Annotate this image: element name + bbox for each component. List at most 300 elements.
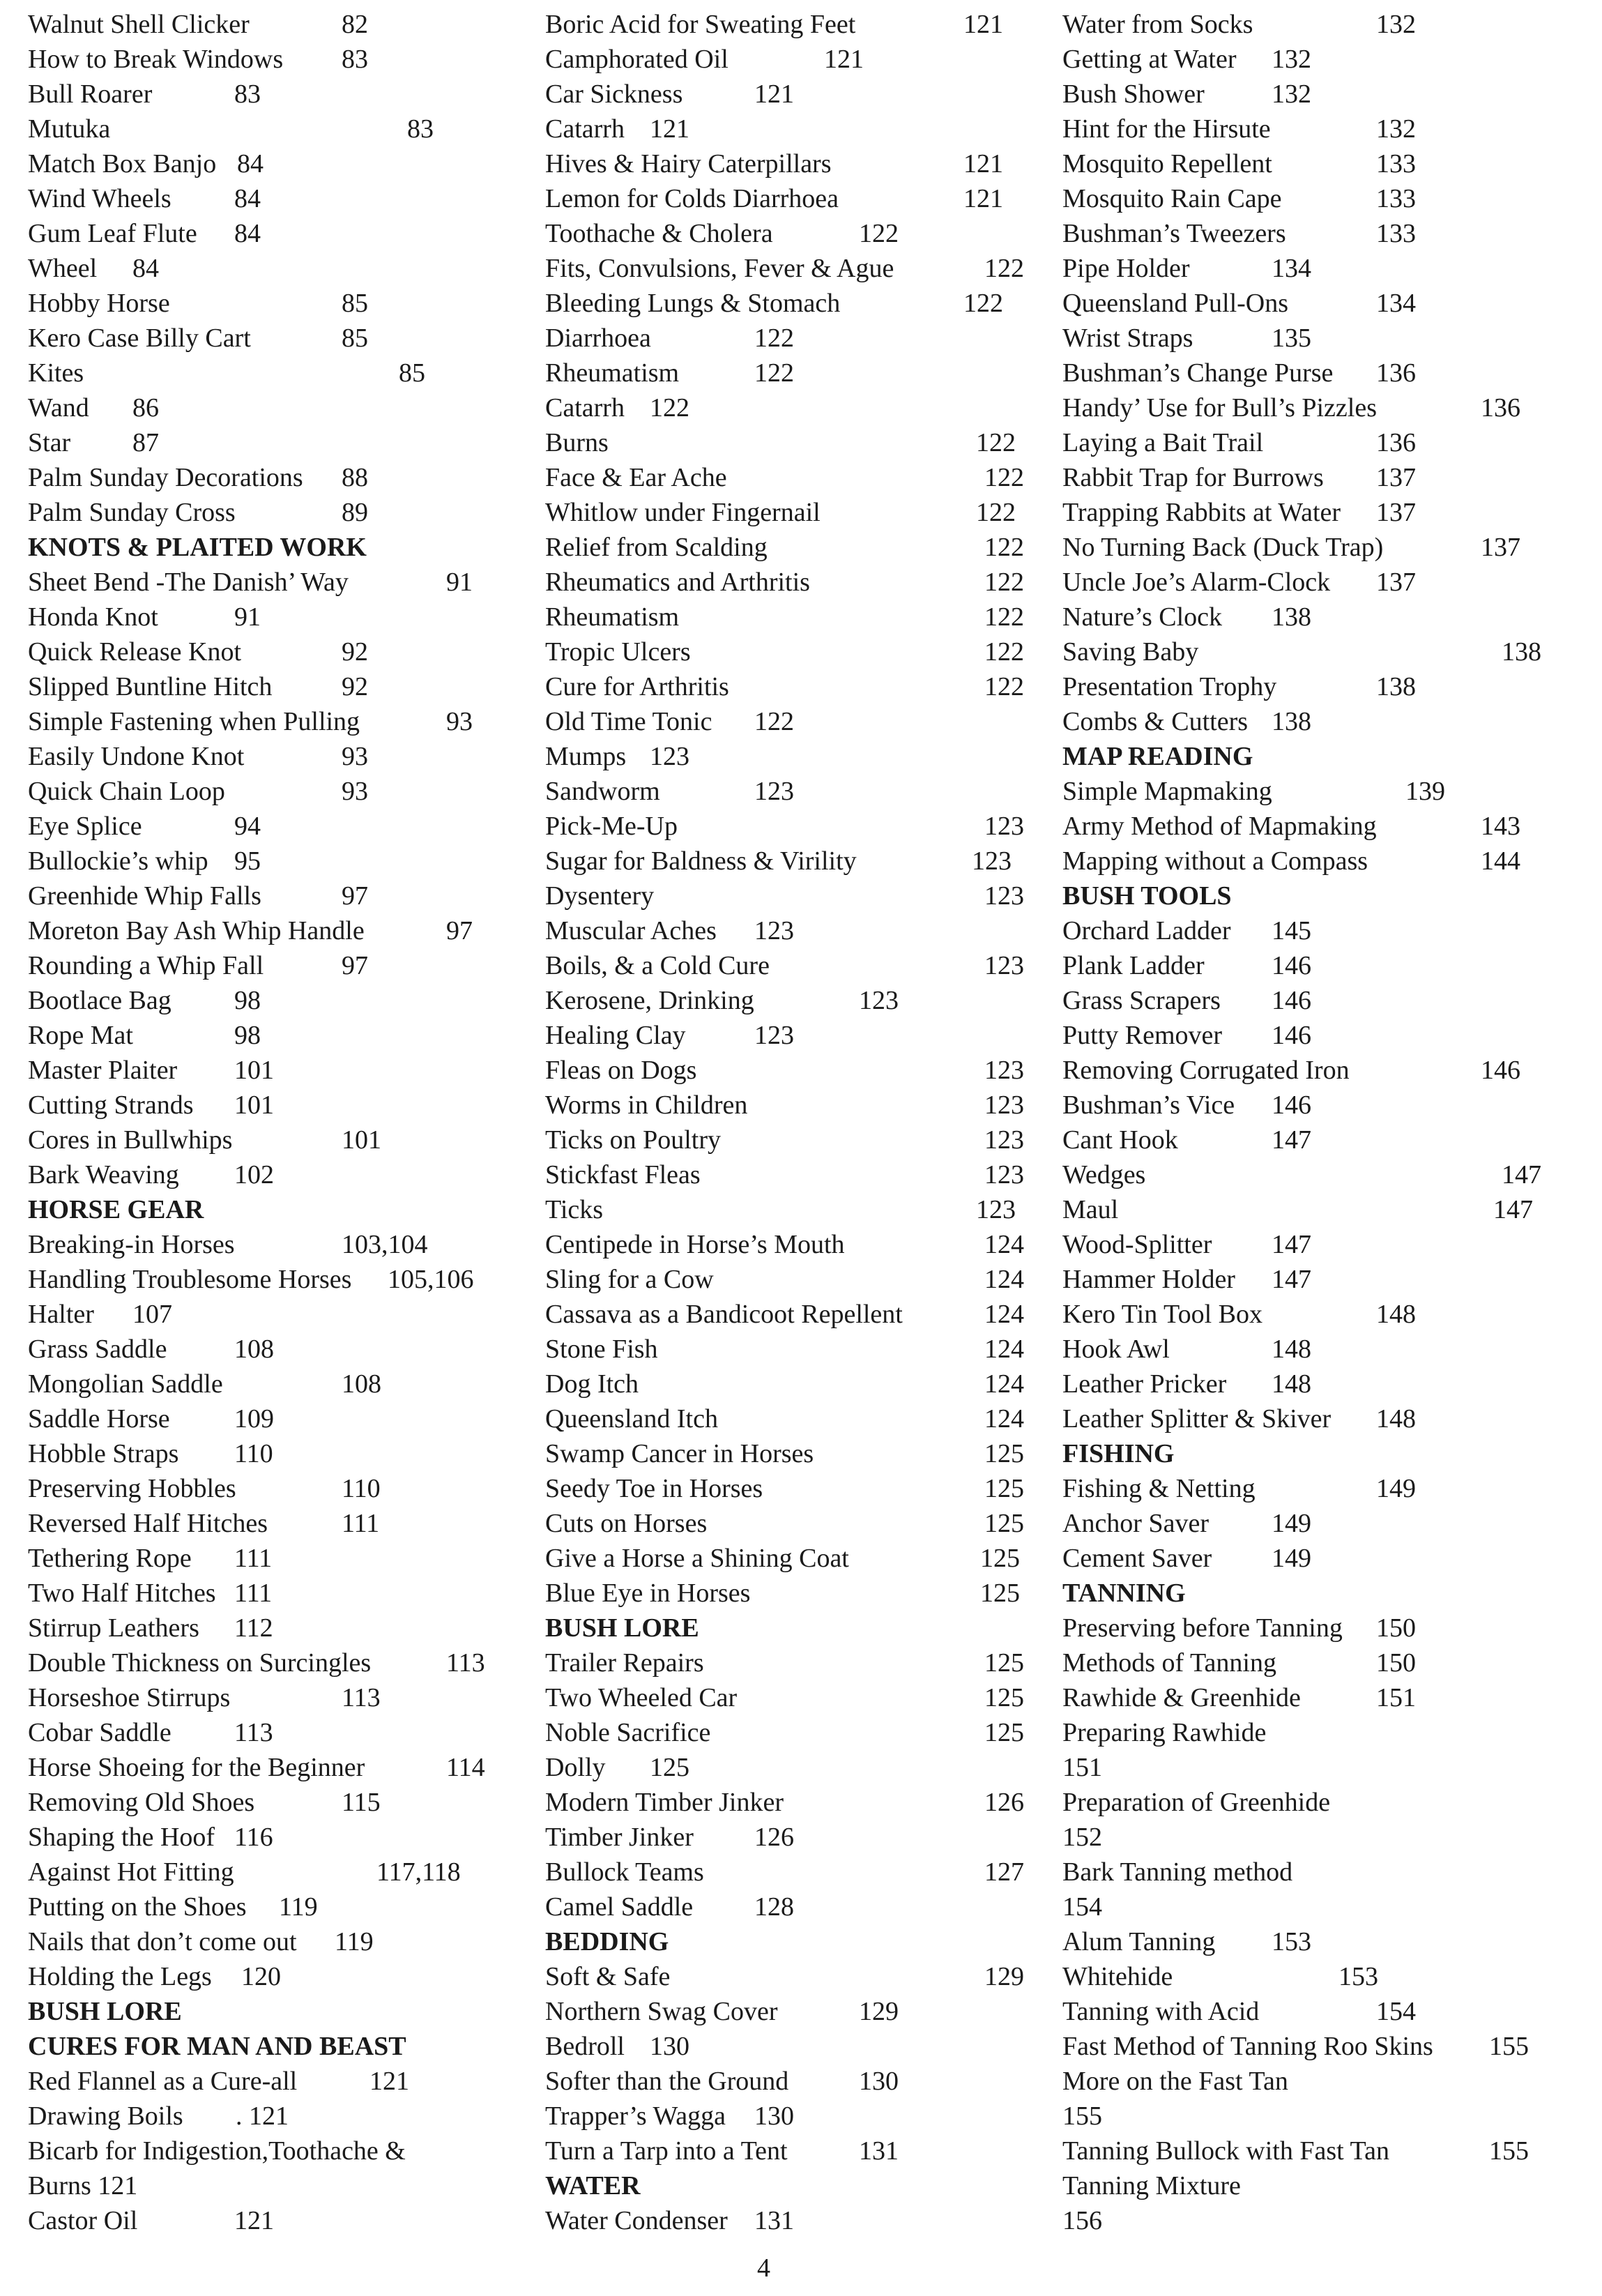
entry-page: 122 bbox=[984, 568, 1024, 597]
entry-title: Hobble Straps bbox=[28, 1439, 179, 1468]
entry-page: 125 bbox=[984, 1683, 1024, 1712]
toc-entry bbox=[1062, 2029, 1529, 2064]
entry-page: 133 bbox=[1376, 184, 1416, 213]
entry-title: Hammer Holder bbox=[1062, 1265, 1235, 1294]
entry-page: 153 bbox=[1272, 1927, 1311, 1956]
toc-entry bbox=[28, 425, 474, 460]
entry-title: Ticks on Poultry bbox=[545, 1125, 721, 1155]
entry-page: 123 bbox=[984, 812, 1024, 841]
entry-title: Camphorated Oil bbox=[545, 45, 728, 74]
toc-entry bbox=[28, 1506, 474, 1541]
entry-page: 123 bbox=[754, 916, 794, 945]
toc-entry bbox=[1062, 1959, 1378, 1994]
entry-title: Dysentery bbox=[545, 881, 655, 911]
toc-entry bbox=[28, 495, 474, 530]
entry-title: Trailer Repairs bbox=[545, 1648, 704, 1678]
entry-page: 132 bbox=[1376, 114, 1416, 144]
entry-title: Leather Splitter & Skiver bbox=[1062, 1404, 1332, 1434]
toc-entry bbox=[28, 669, 474, 704]
entry-page: 123 bbox=[754, 1021, 794, 1050]
toc-entry bbox=[28, 356, 474, 390]
entry-title: Kerosene, Drinking bbox=[545, 986, 754, 1015]
toc-entry bbox=[1062, 844, 1520, 879]
toc-entry bbox=[1062, 1855, 1330, 1924]
entry-title: Tanning Bullock with Fast Tan bbox=[1062, 2136, 1389, 2166]
entry-title: Rope Mat bbox=[28, 1021, 133, 1050]
toc-entry bbox=[1062, 146, 1416, 181]
entry-title: Sandworm bbox=[545, 777, 660, 806]
toc-entry bbox=[1062, 983, 1330, 1018]
entry-title: Relief from Scalding bbox=[545, 533, 768, 562]
entry-title: Plank Ladder bbox=[1062, 951, 1205, 980]
entry-title: Fleas on Dogs bbox=[545, 1056, 697, 1085]
entry-page: 125 bbox=[984, 1509, 1024, 1538]
entry-page: 143 bbox=[1481, 812, 1520, 841]
entry-page: 138 bbox=[1502, 637, 1541, 667]
toc-entry bbox=[28, 1262, 474, 1297]
entry-page: 113 bbox=[446, 1648, 485, 1678]
toc-entry bbox=[1062, 1924, 1330, 1959]
entry-title: Simple Mapmaking bbox=[1062, 777, 1272, 806]
entry-page: 122 bbox=[984, 602, 1024, 632]
entry-page: 138 bbox=[1376, 672, 1416, 701]
entry-page: 124 bbox=[984, 1265, 1024, 1294]
entry-title: Tethering Rope bbox=[28, 1544, 192, 1573]
entry-page: 92 bbox=[342, 637, 368, 667]
entry-page: 108 bbox=[234, 1335, 274, 1364]
entry-page: 123 bbox=[859, 986, 899, 1015]
entry-title: Red Flannel as a Cure-all bbox=[28, 2067, 298, 2096]
entry-title: More on the Fast Tan bbox=[1062, 2067, 1288, 2096]
entry-page: 84 bbox=[234, 184, 261, 213]
entry-page: 124 bbox=[984, 1230, 1024, 1259]
entry-page: 122 bbox=[754, 358, 794, 388]
entry-page: 122 bbox=[754, 707, 794, 736]
entry-page: 124 bbox=[984, 1404, 1024, 1434]
toc-entry bbox=[28, 1611, 474, 1645]
toc-entry bbox=[1062, 600, 1330, 634]
section-heading-text: BEDDING bbox=[545, 1927, 669, 1956]
entry-title: Whitlow under Fingernail bbox=[545, 498, 821, 527]
entry-page: 149 bbox=[1272, 1509, 1311, 1538]
entry-title: Holding the Legs bbox=[28, 1962, 212, 1991]
toc-entry bbox=[1062, 1506, 1330, 1541]
entry-page: 107 bbox=[132, 1300, 172, 1329]
entry-title: Maul bbox=[1062, 1195, 1119, 1224]
entry-title: Castor Oil bbox=[28, 2206, 138, 2235]
entry-title: Drawing Boils bbox=[28, 2101, 183, 2131]
toc-entry bbox=[28, 2099, 474, 2134]
toc-entry bbox=[28, 1401, 474, 1436]
entry-page: 148 bbox=[1272, 1335, 1311, 1364]
entry-title: Muscular Aches bbox=[545, 916, 717, 945]
entry-page: 123 bbox=[976, 1195, 1016, 1224]
entry-page: 123 bbox=[984, 881, 1024, 911]
toc-entry bbox=[28, 321, 474, 356]
entry-page: 146 bbox=[1272, 1021, 1311, 1050]
entry-page: 155 bbox=[1489, 2136, 1529, 2166]
entry-page: 119 bbox=[279, 1892, 318, 1922]
entry-title: Horseshoe Stirrups bbox=[28, 1683, 231, 1712]
entry-page: 103,104 bbox=[342, 1230, 428, 1259]
toc-entry bbox=[1062, 1367, 1330, 1401]
section-heading bbox=[1062, 1436, 1330, 1471]
toc-entry bbox=[28, 1785, 474, 1820]
entry-page: 101 bbox=[234, 1090, 274, 1120]
entry-page: 121 bbox=[754, 79, 794, 109]
entry-title: Centipede in Horse’s Mouth bbox=[545, 1230, 845, 1259]
page-number: 4 bbox=[757, 2253, 770, 2283]
toc-entry bbox=[1062, 7, 1416, 42]
entry-page: 155 bbox=[1489, 2032, 1529, 2061]
entry-title: Uncle Joe’s Alarm-Clock bbox=[1062, 568, 1331, 597]
toc-entry bbox=[28, 948, 474, 983]
entry-title: Rounding a Whip Fall bbox=[28, 951, 264, 980]
entry-title: Halter bbox=[28, 1300, 94, 1329]
entry-title: Water Condenser bbox=[545, 2206, 728, 2235]
entry-page: 88 bbox=[342, 463, 368, 492]
toc-entry bbox=[28, 2064, 474, 2099]
toc-entry bbox=[28, 1367, 474, 1401]
entry-title: Against Hot Fitting bbox=[28, 1857, 234, 1887]
entry-title: Rabbit Trap for Burrows bbox=[1062, 463, 1324, 492]
entry-page: 137 bbox=[1376, 498, 1416, 527]
entry-page: 87 bbox=[132, 428, 159, 457]
toc-entry bbox=[28, 1157, 474, 1192]
entry-title: Kero Case Billy Cart bbox=[28, 324, 251, 353]
entry-page: 115 bbox=[342, 1788, 381, 1817]
entry-page: . 121 bbox=[236, 2101, 289, 2131]
entry-title: Wedges bbox=[1062, 1160, 1146, 1189]
entry-page: 148 bbox=[1272, 1369, 1311, 1399]
toc-entry bbox=[28, 704, 474, 739]
entry-title: Slipped Buntline Hitch bbox=[28, 672, 273, 701]
entry-page: 122 bbox=[859, 219, 899, 248]
toc-entry bbox=[1062, 774, 1445, 809]
entry-title: Cement Saver bbox=[1062, 1544, 1212, 1573]
entry-title: Wrist Straps bbox=[1062, 324, 1193, 353]
entry-page: 98 bbox=[234, 1021, 261, 1050]
toc-entry bbox=[1062, 1471, 1416, 1506]
entry-page: 122 bbox=[984, 672, 1024, 701]
toc-entry bbox=[1062, 216, 1416, 251]
entry-title: Kero Tin Tool Box bbox=[1062, 1300, 1262, 1329]
entry-title: Preparing Rawhide bbox=[1062, 1718, 1267, 1747]
entry-page: 136 bbox=[1376, 358, 1416, 388]
entry-title: Quick Chain Loop bbox=[28, 777, 225, 806]
entry-title: Kites bbox=[28, 358, 84, 388]
toc-entry bbox=[28, 1645, 485, 1680]
section-heading bbox=[28, 2029, 474, 2064]
entry-title: Seedy Toe in Horses bbox=[545, 1474, 763, 1503]
section-heading-text: WATER bbox=[545, 2171, 641, 2200]
entry-page: 151 bbox=[1376, 1683, 1416, 1712]
entry-page: 108 bbox=[342, 1369, 381, 1399]
toc-entry bbox=[28, 879, 474, 913]
entry-title: Toothache & Cholera bbox=[545, 219, 773, 248]
entry-title: Two Half Hitches bbox=[28, 1579, 216, 1608]
entry-title: Northern Swag Cover bbox=[545, 1997, 778, 2026]
toc-entry bbox=[1062, 948, 1330, 983]
toc-entry bbox=[28, 1227, 474, 1262]
entry-title: Bicarb for Indigestion,Toothache & Burns 121 bbox=[28, 2136, 406, 2200]
toc-entry bbox=[1062, 1192, 1533, 1227]
entry-page: 132 bbox=[1272, 45, 1311, 74]
entry-page: 126 bbox=[754, 1823, 794, 1852]
entry-page: 146 bbox=[1272, 986, 1311, 1015]
entry-title: Cuts on Horses bbox=[545, 1509, 708, 1538]
entry-page: 125 bbox=[980, 1544, 1020, 1573]
entry-page: 123 bbox=[984, 1125, 1024, 1155]
entry-page: 156 bbox=[1062, 2206, 1102, 2235]
entry-title: Hint for the Hirsute bbox=[1062, 114, 1271, 144]
entry-page: 113 bbox=[342, 1683, 381, 1712]
entry-page: 126 bbox=[984, 1788, 1024, 1817]
toc-entry bbox=[28, 1750, 485, 1785]
entry-title: Simple Fastening when Pulling bbox=[28, 707, 360, 736]
entry-page: 119 bbox=[335, 1927, 374, 1956]
toc-entry bbox=[1062, 1227, 1330, 1262]
entry-title: Timber Jinker bbox=[545, 1823, 694, 1852]
entry-title: Tanning Mixture bbox=[1062, 2171, 1241, 2200]
entry-title: Cant Hook bbox=[1062, 1125, 1178, 1155]
toc-entry bbox=[28, 634, 474, 669]
entry-page: 134 bbox=[1376, 289, 1416, 318]
entry-page: 128 bbox=[754, 1892, 794, 1922]
toc-entry bbox=[1062, 1715, 1330, 1785]
entry-title: Water from Socks bbox=[1062, 10, 1253, 39]
entry-page: 138 bbox=[1272, 602, 1311, 632]
toc-entry bbox=[28, 77, 474, 112]
section-heading bbox=[28, 530, 474, 565]
toc-entry bbox=[1062, 565, 1416, 600]
entry-title: Rheumatism bbox=[545, 602, 680, 632]
entry-title: Laying a Bait Trail bbox=[1062, 428, 1264, 457]
entry-title: No Turning Back (Duck Trap) bbox=[1062, 533, 1384, 562]
entry-title: Reversed Half Hitches bbox=[28, 1509, 268, 1538]
entry-page: 123 bbox=[650, 742, 689, 771]
toc-entry bbox=[28, 1715, 474, 1750]
toc-entry bbox=[1062, 77, 1330, 112]
entry-title: Wand bbox=[28, 393, 89, 423]
entry-page: 97 bbox=[446, 916, 473, 945]
entry-page: 111 bbox=[342, 1509, 380, 1538]
entry-page: 82 bbox=[342, 10, 368, 39]
entry-title: Moreton Bay Ash Whip Handle bbox=[28, 916, 365, 945]
entry-page: 123 bbox=[984, 1160, 1024, 1189]
toc-entry bbox=[1062, 1018, 1330, 1053]
entry-title: Worms in Children bbox=[545, 1090, 748, 1120]
entry-title: Bushman’s Change Purse bbox=[1062, 358, 1334, 388]
entry-title: Stirrup Leathers bbox=[28, 1613, 199, 1643]
entry-title: Star bbox=[28, 428, 71, 457]
entry-title: Fits, Convulsions, Fever & Ague bbox=[545, 254, 894, 283]
toc-entry bbox=[28, 983, 474, 1018]
entry-page: 92 bbox=[342, 672, 368, 701]
entry-page: 130 bbox=[859, 2067, 899, 2096]
entry-page: 123 bbox=[754, 777, 794, 806]
section-heading bbox=[1062, 739, 1330, 774]
entry-title: Rawhide & Greenhide bbox=[1062, 1683, 1301, 1712]
toc-entry bbox=[28, 1890, 474, 1924]
entry-title: Alum Tanning bbox=[1062, 1927, 1216, 1956]
contents-column-3 bbox=[1062, 7, 1541, 2238]
entry-page: 149 bbox=[1376, 1474, 1416, 1503]
entry-page: 148 bbox=[1376, 1404, 1416, 1434]
section-heading-text: CURES FOR MAN AND BEAST bbox=[28, 2032, 406, 2061]
entry-title: Bark Weaving bbox=[28, 1160, 179, 1189]
entry-page: 110 bbox=[342, 1474, 381, 1503]
entry-title: Sugar for Baldness & Virility bbox=[545, 846, 857, 876]
entry-title: Give a Horse a Shining Coat bbox=[545, 1544, 849, 1573]
entry-title: Camel Saddle bbox=[545, 1892, 694, 1922]
toc-entry bbox=[1062, 1123, 1330, 1157]
toc-entry bbox=[28, 7, 474, 42]
entry-page: 120 bbox=[241, 1962, 281, 1991]
entry-title: Handling Troublesome Horses bbox=[28, 1265, 352, 1294]
entry-page: 135 bbox=[1272, 324, 1311, 353]
entry-page: 84 bbox=[237, 149, 264, 178]
entry-page: 85 bbox=[342, 324, 368, 353]
entry-title: Bull Roarer bbox=[28, 79, 153, 109]
entry-page: 154 bbox=[1062, 1892, 1102, 1922]
entry-page: 121 bbox=[650, 114, 689, 144]
toc-entry bbox=[28, 112, 474, 146]
section-heading-text: KNOTS & PLAITED WORK bbox=[28, 533, 367, 562]
toc-entry bbox=[28, 600, 474, 634]
entry-title: Noble Sacrifice bbox=[545, 1718, 711, 1747]
entry-page: 125 bbox=[984, 1439, 1024, 1468]
entry-title: Stickfast Fleas bbox=[545, 1160, 701, 1189]
entry-title: Horse Shoeing for the Beginner bbox=[28, 1753, 365, 1782]
entry-page: 122 bbox=[984, 463, 1024, 492]
entry-title: Mosquito Rain Cape bbox=[1062, 184, 1282, 213]
entry-title: Methods of Tanning bbox=[1062, 1648, 1276, 1678]
toc-entry bbox=[1062, 704, 1330, 739]
toc-entry bbox=[1062, 634, 1541, 669]
entry-page: 122 bbox=[984, 637, 1024, 667]
toc-entry bbox=[1062, 913, 1330, 948]
toc-entry bbox=[28, 1959, 474, 1994]
entry-page: 83 bbox=[234, 79, 261, 109]
toc-entry bbox=[1062, 2168, 1330, 2238]
entry-page: 133 bbox=[1376, 219, 1416, 248]
entry-page: 136 bbox=[1481, 393, 1520, 423]
entry-title: Easily Undone Knot bbox=[28, 742, 245, 771]
entry-title: Two Wheeled Car bbox=[545, 1683, 738, 1712]
entry-title: Boric Acid for Sweating Feet bbox=[545, 10, 856, 39]
toc-entry bbox=[28, 1297, 474, 1332]
entry-page: 121 bbox=[963, 184, 1003, 213]
entry-title: Orchard Ladder bbox=[1062, 916, 1231, 945]
section-heading-text: FISHING bbox=[1062, 1439, 1175, 1468]
entry-page: 105,106 bbox=[388, 1265, 474, 1294]
entry-page: 144 bbox=[1481, 846, 1520, 876]
entry-page: 130 bbox=[650, 2032, 689, 2061]
toc-entry bbox=[28, 1855, 474, 1890]
entry-title: Lemon for Colds Diarrhoea bbox=[545, 184, 839, 213]
entry-page: 121 bbox=[369, 2067, 409, 2096]
entry-page: 125 bbox=[984, 1474, 1024, 1503]
entry-page: 130 bbox=[754, 2101, 794, 2131]
toc-entry bbox=[1062, 669, 1416, 704]
entry-page: 117,118 bbox=[376, 1857, 461, 1887]
toc-entry bbox=[28, 146, 474, 181]
toc-entry bbox=[28, 1053, 474, 1088]
entry-title: Handy’ Use for Bull’s Pizzles bbox=[1062, 393, 1377, 423]
entry-page: 155 bbox=[1062, 2101, 1102, 2131]
toc-entry bbox=[28, 844, 474, 879]
entry-title: Match Box Banjo bbox=[28, 149, 217, 178]
toc-entry bbox=[1062, 1994, 1416, 2029]
entry-page: 111 bbox=[234, 1579, 273, 1608]
toc-entry bbox=[1062, 530, 1520, 565]
entry-title: Pick-Me-Up bbox=[545, 812, 678, 841]
toc-entry bbox=[1062, 495, 1416, 530]
entry-title: Cassava as a Bandicoot Repellent bbox=[545, 1300, 903, 1329]
entry-title: Saving Baby bbox=[1062, 637, 1199, 667]
entry-page: 122 bbox=[754, 324, 794, 353]
entry-title: Shaping the Hoof bbox=[28, 1823, 215, 1852]
entry-title: Getting at Water bbox=[1062, 45, 1237, 74]
entry-page: 131 bbox=[754, 2206, 794, 2235]
toc-entry bbox=[28, 2134, 474, 2203]
entry-title: Turn a Tarp into a Tent bbox=[545, 2136, 788, 2166]
entry-page: 112 bbox=[234, 1613, 273, 1643]
toc-entry bbox=[1062, 1157, 1541, 1192]
entry-page: 91 bbox=[234, 602, 261, 632]
toc-entry bbox=[1062, 181, 1416, 216]
toc-entry bbox=[1062, 425, 1416, 460]
entry-title: Bootlace Bag bbox=[28, 986, 171, 1015]
toc-entry bbox=[28, 1123, 474, 1157]
entry-title: Car Sickness bbox=[545, 79, 683, 109]
entry-title: Hives & Hairy Caterpillars bbox=[545, 149, 832, 178]
entry-page: 147 bbox=[1272, 1230, 1311, 1259]
entry-page: 147 bbox=[1493, 1195, 1533, 1224]
entry-title: Anchor Saver bbox=[1062, 1509, 1209, 1538]
toc-entry bbox=[1062, 2064, 1330, 2134]
toc-entry bbox=[1062, 460, 1416, 495]
entry-title: Old Time Tonic bbox=[545, 707, 712, 736]
entry-title: Putting on the Shoes bbox=[28, 1892, 247, 1922]
entry-page: 94 bbox=[234, 812, 261, 841]
entry-title: Breaking-in Horses bbox=[28, 1230, 235, 1259]
entry-page: 123 bbox=[984, 1056, 1024, 1085]
entry-title: Wind Wheels bbox=[28, 184, 171, 213]
entry-title: Pipe Holder bbox=[1062, 254, 1190, 283]
toc-entry bbox=[1062, 1401, 1416, 1436]
toc-entry bbox=[1062, 1053, 1520, 1088]
entry-title: Sling for a Cow bbox=[545, 1265, 714, 1294]
entry-page: 146 bbox=[1481, 1056, 1520, 1085]
entry-page: 84 bbox=[132, 254, 159, 283]
entry-page: 116 bbox=[234, 1823, 273, 1852]
entry-title: Mapping without a Compass bbox=[1062, 846, 1368, 876]
entry-title: Mosquito Repellent bbox=[1062, 149, 1272, 178]
section-heading bbox=[28, 1994, 474, 2029]
toc-entry bbox=[1062, 1680, 1416, 1715]
entry-page: 138 bbox=[1272, 707, 1311, 736]
entry-title: Bark Tanning method bbox=[1062, 1857, 1293, 1887]
toc-entry bbox=[1062, 1332, 1330, 1367]
entry-title: Stone Fish bbox=[545, 1335, 658, 1364]
entry-page: 123 bbox=[984, 951, 1024, 980]
entry-title: Preparation of Greenhide bbox=[1062, 1788, 1331, 1817]
section-heading-text: MAP READING bbox=[1062, 742, 1253, 771]
entry-page: 121 bbox=[963, 10, 1003, 39]
entry-page: 89 bbox=[342, 498, 368, 527]
